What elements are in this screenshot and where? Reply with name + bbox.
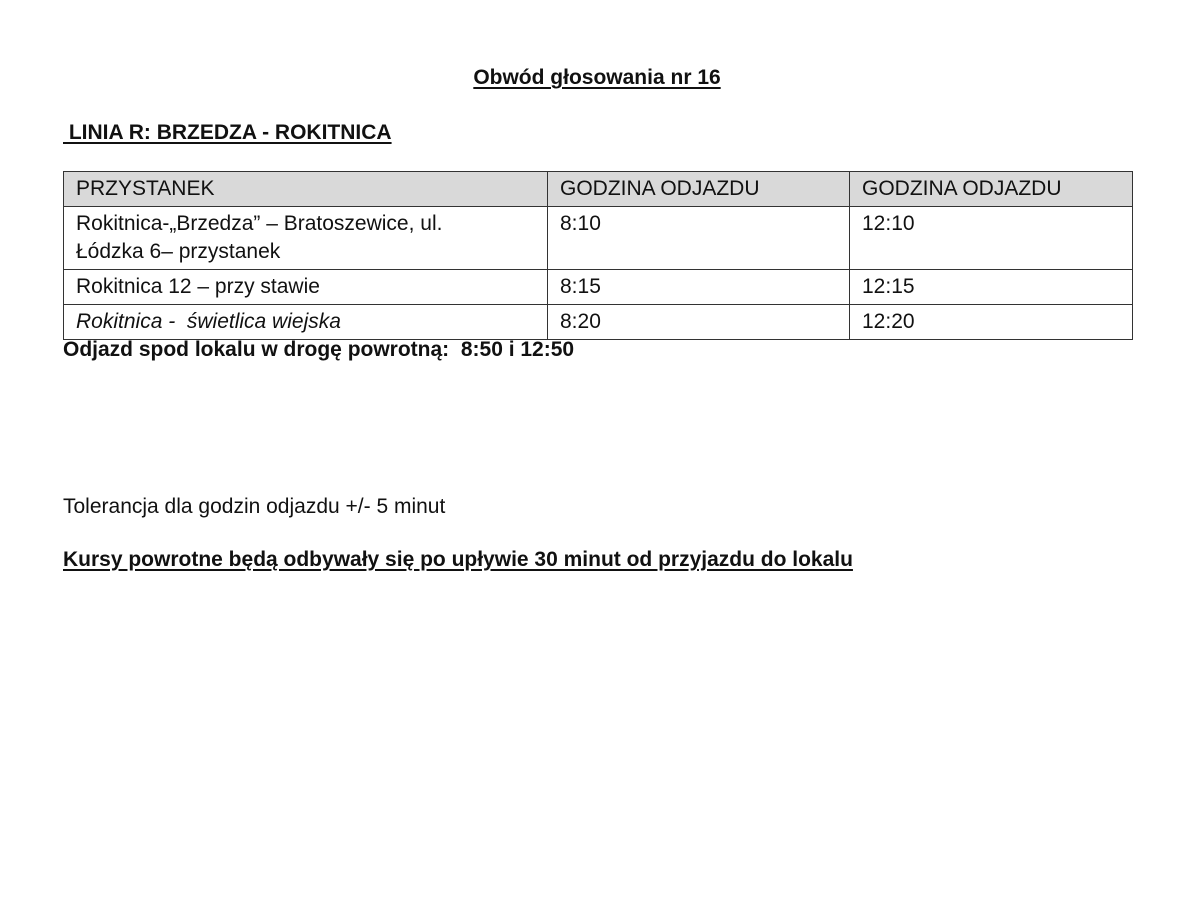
- tolerance-note: Tolerancja dla godzin odjazdu +/- 5 minut: [63, 495, 446, 518]
- header-departure-time-2: GODZINA ODJAZDU: [850, 172, 1133, 207]
- schedule-table: [63, 171, 1133, 340]
- return-departure-note: Odjazd spod lokalu w drogę powrotną: 8:50 i 12:50: [63, 338, 575, 361]
- table-row: [64, 207, 1133, 270]
- table-row: [64, 270, 1133, 305]
- departure-time-cell: 12:10: [850, 207, 1133, 270]
- stop-cell: [64, 207, 548, 270]
- bus-line-heading: LINIA R: BRZEDZA - ROKITNICA: [63, 121, 392, 144]
- departure-time-cell: 12:15: [850, 270, 1133, 305]
- return-courses-note: Kursy powrotne będą odbywały się po upływie 30 minut od przyjazdu do lokalu: [63, 548, 853, 571]
- stop-cell: Rokitnica 12 – przy stawie: [64, 270, 548, 305]
- document-title: Obwód głosowania nr 16: [473, 66, 721, 89]
- stop-cell: Rokitnica - świetlica wiejska: [64, 305, 548, 340]
- departure-time-cell: 8:15: [548, 270, 850, 305]
- table-row: [64, 305, 1133, 340]
- header-departure-time-1: GODZINA ODJAZDU: [548, 172, 850, 207]
- departure-time-cell: 8:10: [548, 207, 850, 270]
- table-header-row: [64, 172, 1133, 207]
- departure-time-cell: 12:20: [850, 305, 1133, 340]
- header-stop: PRZYSTANEK: [64, 172, 548, 207]
- stop-name-line: Łódzka 6– przystanek: [76, 240, 281, 263]
- stop-name-line: Rokitnica-„Brzedza” – Bratoszewice, ul.: [76, 212, 443, 235]
- departure-time-cell: 8:20: [548, 305, 850, 340]
